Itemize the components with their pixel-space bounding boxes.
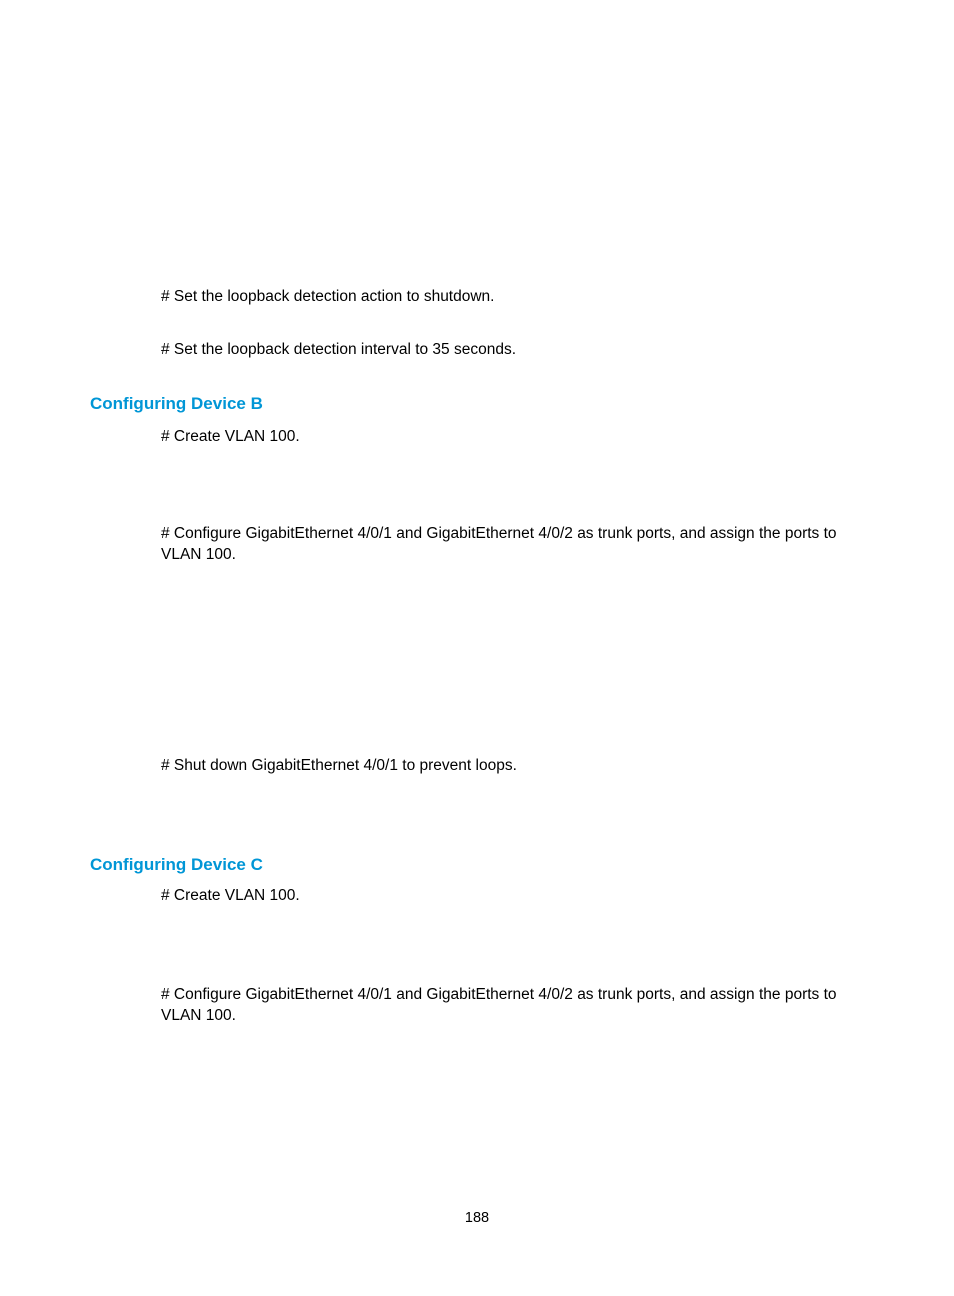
paragraph-create-vlan-c: # Create VLAN 100.: [161, 887, 300, 904]
page-number: 188: [464, 1210, 490, 1226]
section-heading-device-b: Configuring Device B: [90, 394, 263, 413]
paragraph-shutdown-port: # Shut down GigabitEthernet 4/0/1 to prevent loops.: [161, 757, 517, 774]
paragraph-set-action: # Set the loopback detection action to shutdown.: [161, 288, 495, 305]
paragraph-configure-trunk-c: # Configure GigabitEthernet 4/0/1 and GigabitEthernet 4/0/2 as trunk ports, and assign the ports to VLAN 100.: [161, 986, 837, 1024]
paragraph-configure-trunk-b: # Configure GigabitEthernet 4/0/1 and GigabitEthernet 4/0/2 as trunk ports, and assign the ports to VLAN 100.: [161, 525, 837, 563]
paragraph-set-interval: # Set the loopback detection interval to 35 seconds.: [161, 341, 517, 358]
paragraph-create-vlan-b: # Create VLAN 100.: [161, 428, 300, 445]
section-heading-device-c: Configuring Device C: [90, 855, 263, 874]
